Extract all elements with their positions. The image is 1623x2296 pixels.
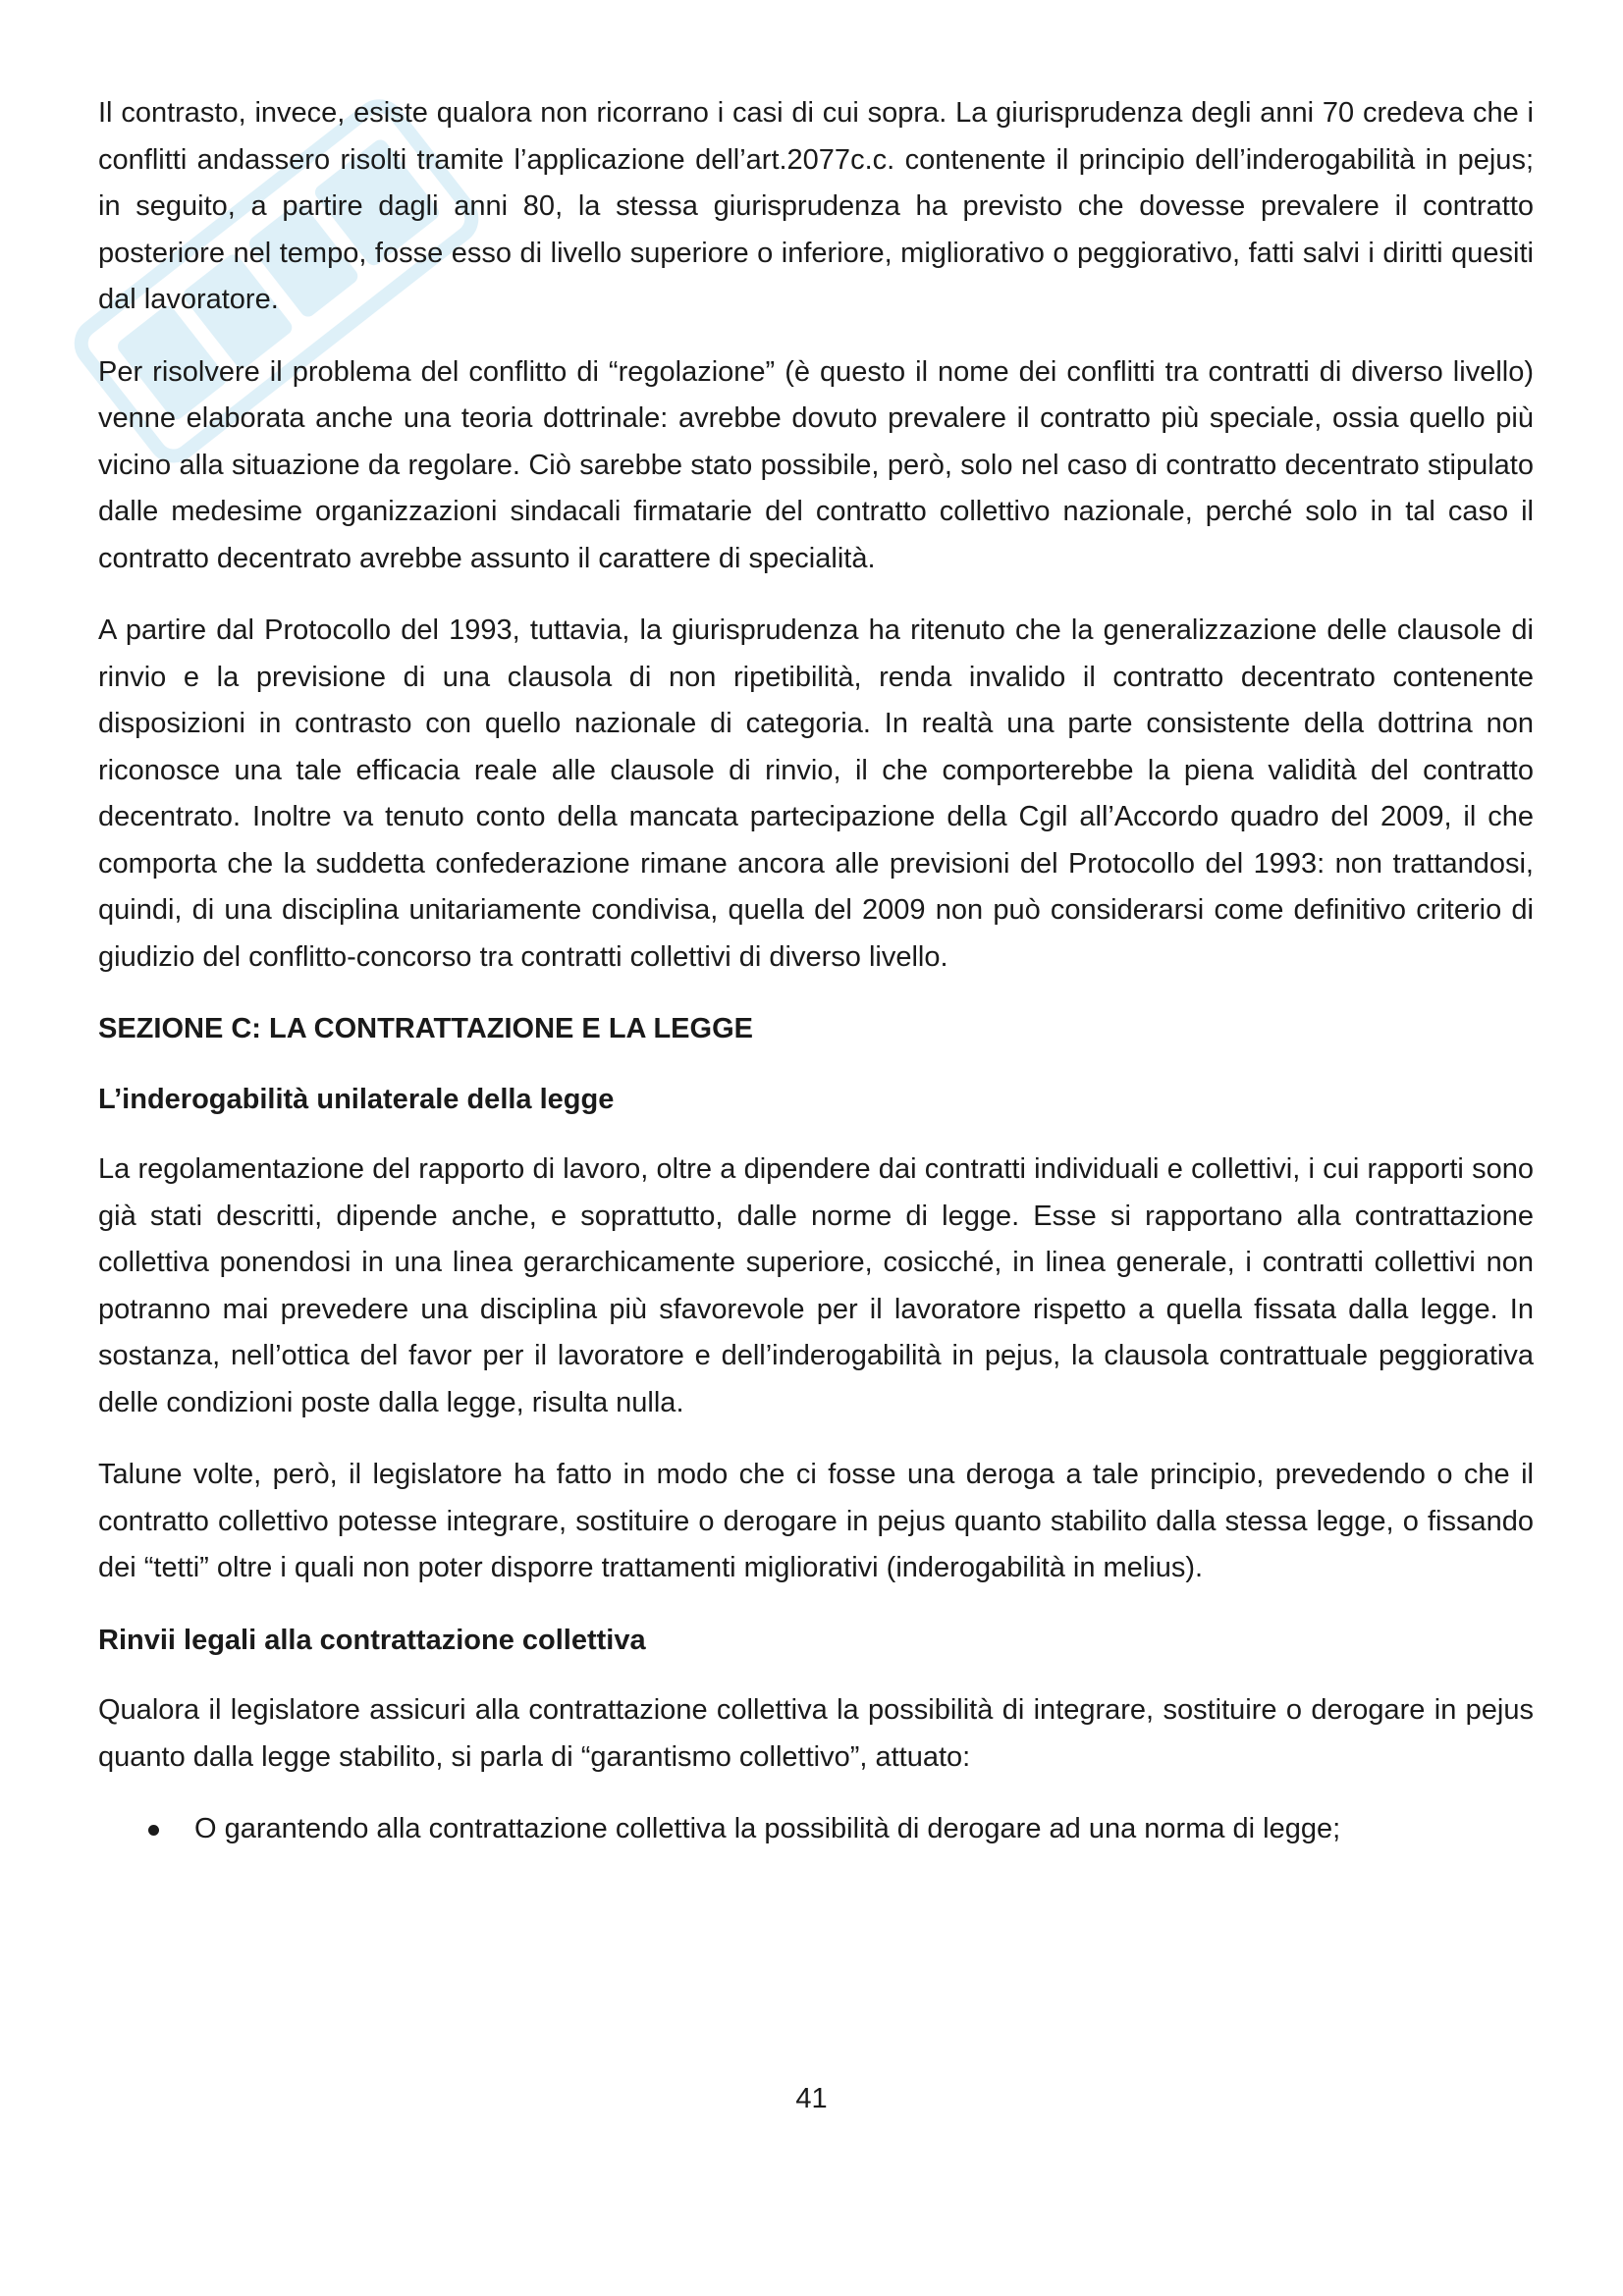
paragraph-talune-volte: Talune volte, però, il legislatore ha fatto in modo che ci fosse una deroga a tale principio, prevedendo o che il contratto collettivo potesse integrare, sostituire o derogare in pejus quanto stabilito dalla stessa legge, o fissando dei “tetti” oltre i quali non poter disporre trattamenti migliorativi (inderogabilità in melius). (98, 1459, 1534, 1583)
bullet-list (98, 1806, 1534, 1853)
bullet-item (98, 1806, 1534, 1853)
paragraph-protocollo-1993: A partire dal Protocollo del 1993, tuttavia, la giurisprudenza ha ritenuto che la generalizzazione delle clausole di rinvio e la previsione di una clausola di non ripetibilità, renda invalido il contratto decentrato contenente disposizioni in contrasto con quello nazionale di categoria. In realtà una parte consistente della dottrina non riconosce una tale efficacia reale alle clausole di rinvio, il che comporterebbe la piena validità del contratto decentrato. Inoltre va tenuto conto della mancata partecipazione della Cgil all’Accordo quadro del 2009, il che comporta che la suddetta confederazione rimane ancora alle previsioni del Protocollo del 1993: non trattandosi, quindi, di una disciplina unitariamente condivisa, quella del 2009 non può considerarsi come definitivo criterio di giudizio del conflitto-concorso tra contratti collettivi di diverso livello. (98, 614, 1534, 973)
paragraph-regolamentazione: La regolamentazione del rapporto di lavoro, oltre a dipendere dai contratti individuali e collettivi, i cui rapporti sono già stati descritti, dipende anche, e soprattutto, dalle norme di legge. Esse si rapportano alla contrattazione collettiva ponendosi in una linea gerarchicamente superiore, cosicché, in linea generale, i contratti collettivi non potranno mai prevedere una disciplina più sfavorevole per il lavoratore rispetto a quella fissata dalla legge. In sostanza, nell’ottica del favor per il lavoratore e dell’inderogabilità in pejus, la clausola contrattuale peggiorativa delle condizioni poste dalla legge, risulta nulla. (98, 1153, 1534, 1418)
bullet-dot-icon (148, 1825, 159, 1836)
page-content (98, 90, 1534, 1853)
section-c-heading: SEZIONE C: LA CONTRATTAZIONE E LA LEGGE (98, 1013, 753, 1044)
paragraph-conflitto-regolazione: Per risolvere il problema del conflitto di “regolazione” (è questo il nome dei conflitti tra contratti di diverso livello) venne elaborata anche una teoria dottrinale: avrebbe dovuto prevalere il contratto più speciale, ossia quello più vicino alla situazione da regolare. Ciò sarebbe stato possibile, però, solo nel caso di contratto decentrato stipulato dalle medesime organizzazioni sindacali firmatarie del contratto collettivo nazionale, perché solo in tal caso il contratto decentrato avrebbe assunto il carattere di specialità. (98, 355, 1534, 574)
subsection-inderogabilita-title: L’inderogabilità unilaterale della legge (98, 1083, 615, 1115)
paragraph-garantismo: Qualora il legislatore assicuri alla contrattazione collettiva la possibilità di integrare, sostituire o derogare in pejus quanto dalla legge stabilito, si parla di “garantismo collettivo”, attuato: (98, 1694, 1534, 1773)
page-number: 41 (795, 2083, 828, 2114)
bullet-text: O garantendo alla contrattazione collettiva la possibilità di derogare ad una norma di legge; (194, 1813, 1341, 1844)
subsection-rinvii-title: Rinvii legali alla contrattazione collettiva (98, 1624, 646, 1656)
paragraph-contrasto: Il contrasto, invece, esiste qualora non ricorrano i casi di cui sopra. La giurisprudenza degli anni 70 credeva che i conflitti andassero risolti tramite l’applicazione dell’art.2077c.c. contenente il principio dell’inderogabilità in pejus; in seguito, a partire dagli anni 80, la stessa giurisprudenza ha previsto che dovesse prevalere il contratto posteriore nel tempo, fosse esso di livello superiore o inferiore, migliorativo o peggiorativo, fatti salvi i diritti quesiti dal lavoratore. (98, 97, 1534, 315)
